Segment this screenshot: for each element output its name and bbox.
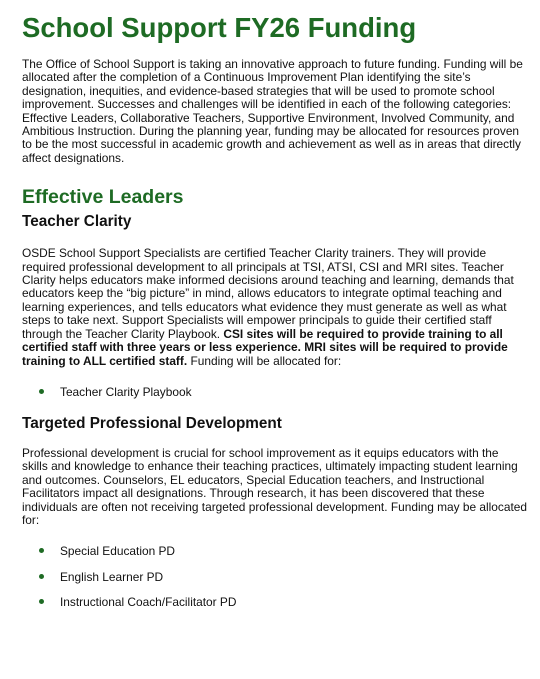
list-item — [22, 570, 527, 584]
list-item-label: English Learner PD — [60, 569, 164, 584]
intro-paragraph: The Office of School Support is taking an innovative approach to future funding. Funding will be allocated after the completion of a Continuous Improvement Plan identifying the site’s designation, inequities, and evidence-based strategies that will be used to promote school improvement. Successes and challenges will be identified in each of the following categories: Effective Leaders, Collaborative Teachers, Supportive Environment, Involved Community, and Ambitious Instruction. During the planning year, funding may be allocated for resources proven to be the most successful in academic growth and achievement as well as in areas that directly affect designations. — [22, 57, 523, 165]
list-item-label: Special Education PD — [60, 544, 176, 559]
subsection-heading-targeted-pd: Targeted Professional Development — [22, 414, 282, 432]
list-item-label: Teacher Clarity Playbook — [60, 384, 192, 399]
section-heading-effective-leaders: Effective Leaders — [22, 186, 184, 209]
bullet-icon — [39, 548, 44, 553]
list-item-label: Instructional Coach/Facilitator PD — [60, 595, 237, 610]
teacher-clarity-text: OSDE School Support Specialists are certified Teacher Clarity trainers. They will provide required professional development to all principals at TSI, ATSI, CSI and MRI sites. Teacher Clarity helps educators make informed decisions around teaching and learning, demands that educators keep the “big picture” in mind, allows educators to integrate optimal teaching and learning experiences, and tells educators what evidence they must generate as well as what steps to take next. Support Specialists will empower principals to guide their certified staff through the Teacher Clarity Playbook. — [22, 246, 514, 341]
targeted-pd-paragraph: Professional development is crucial for school improvement as it equips educators with the skills and knowledge to enhance their teaching practices, ultimately impacting student learning and outcomes. Counselors, EL educators, Special Education teachers, and Instructional Facilitators impact all designations. Through research, it has been discovered that these individuals are often not receiving targeted professional development. Funding may be allocated for: — [22, 445, 528, 527]
list-item — [22, 595, 527, 609]
teacher-clarity-paragraph — [22, 247, 527, 368]
list-item — [22, 385, 527, 399]
list-item — [22, 544, 527, 558]
page-title: School Support FY26 Funding — [22, 12, 417, 43]
subsection-heading-teacher-clarity: Teacher Clarity — [22, 213, 132, 231]
teacher-clarity-bold-requirement: CSI sites will be required to provide training to all certified staff with three years or less experience. MRI sites will be required to provide training to ALL certified staff. — [22, 326, 508, 368]
document-page — [22, 8, 527, 609]
bullet-icon — [39, 389, 44, 394]
bullet-icon — [39, 574, 44, 579]
targeted-pd-funding-list — [22, 544, 527, 609]
teacher-clarity-funding-text: Funding will be allocated for: — [187, 353, 342, 368]
teacher-clarity-funding-list — [22, 385, 527, 399]
bullet-icon — [39, 599, 44, 604]
